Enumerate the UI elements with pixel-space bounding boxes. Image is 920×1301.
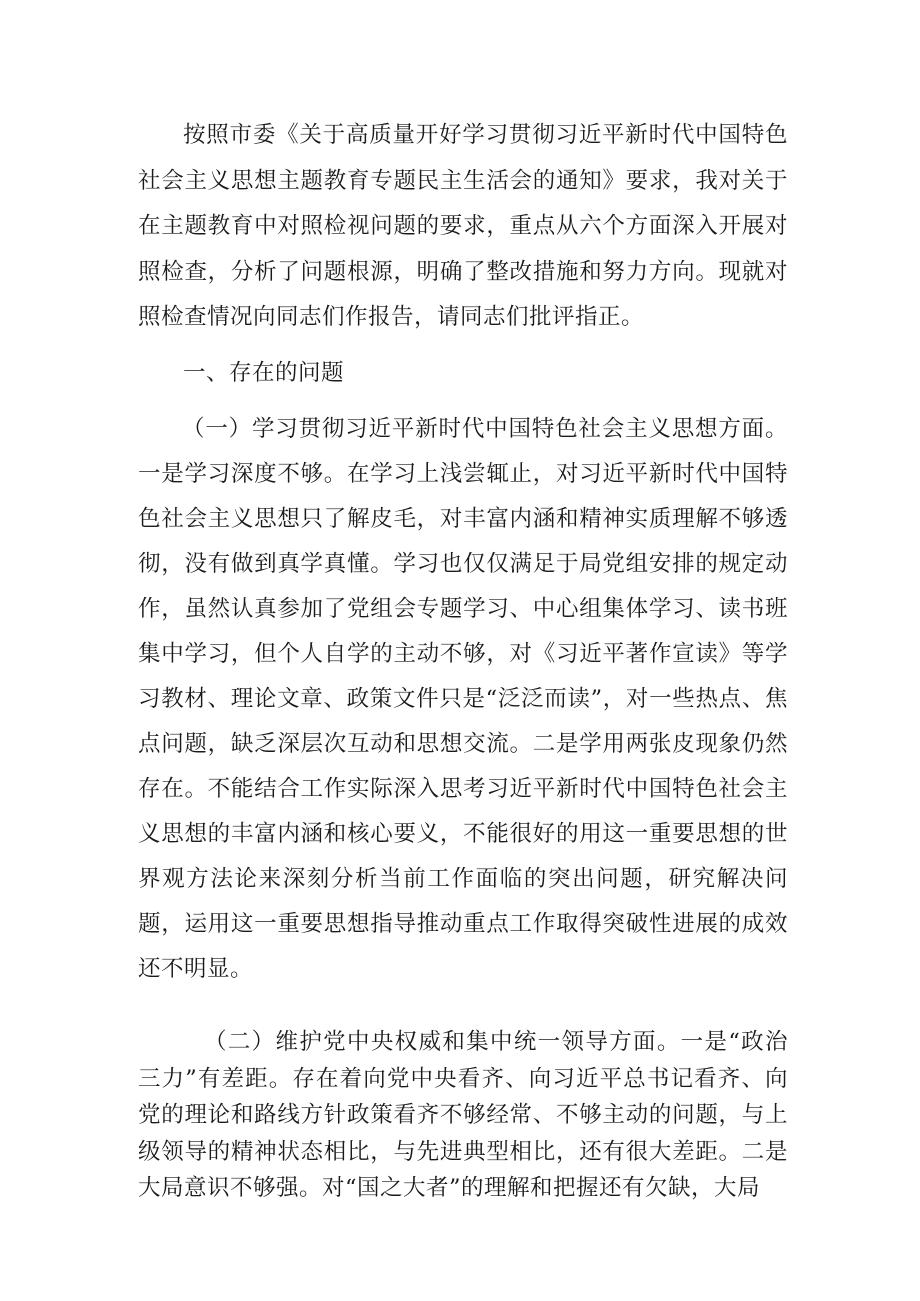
section-heading: 一、存在的问题 (183, 360, 345, 386)
intro-paragraph: 按照市委《关于高质量开好学习贯彻习近平新时代中国特色社会主义思想主题教育专题民主生活会的通知》要求，我对关于在主题教育中对照检视问题的要求，重点从六个方面深入开展对照检查，分析了问题根源，明确了整改措施和努力方向。现就对照检查情况向同志们作报告，请同志们批评指正。 (138, 122, 788, 330)
subsection-paragraph-1: （一）学习贯彻习近平新时代中国特色社会主义思想方面。一是学习深度不够。在学习上浅尝辄止，对习近平新时代中国特色社会主义思想只了解皮毛，对丰富内涵和精神实质理解不够透彻，没有做到真学真懂。学习也仅仅满足于局党组安排的规定动作，虽然认真参加了党组会专题学习、中心组集体学习、读书班集中学习，但个人自学的主动不够，对《习近平著作宣读》等学习教材、理论文章、政策文件只是“泛泛而读”，对一些热点、焦点问题，缺乏深层次互动和思想交流。二是学用两张皮现象仍然存在。不能结合工作实际深入思考习近平新时代中国特色社会主义思想的丰富内涵和核心要义，不能很好的用这一重要思想的世界观方法论来深刻分析当前工作面临的突出问题，研究解决问题，运用这一重要思想指导推动重点工作取得突破性进展的成效还不明显。 (138, 416, 788, 982)
subsection-paragraph-2: （二）维护党中央权威和集中统一领导方面。一是“政治三力”有差距。存在着向党中央看齐、向习近平总书记看齐、向党的理论和路线方针政策看齐不够经常、不够主动的问题，与上级领导的精神状态相比，与先进典型相比，还有很大差距。二是大局意识不够强。对“国之大者”的理解和把握还有欠缺，大局 (138, 1029, 788, 1201)
